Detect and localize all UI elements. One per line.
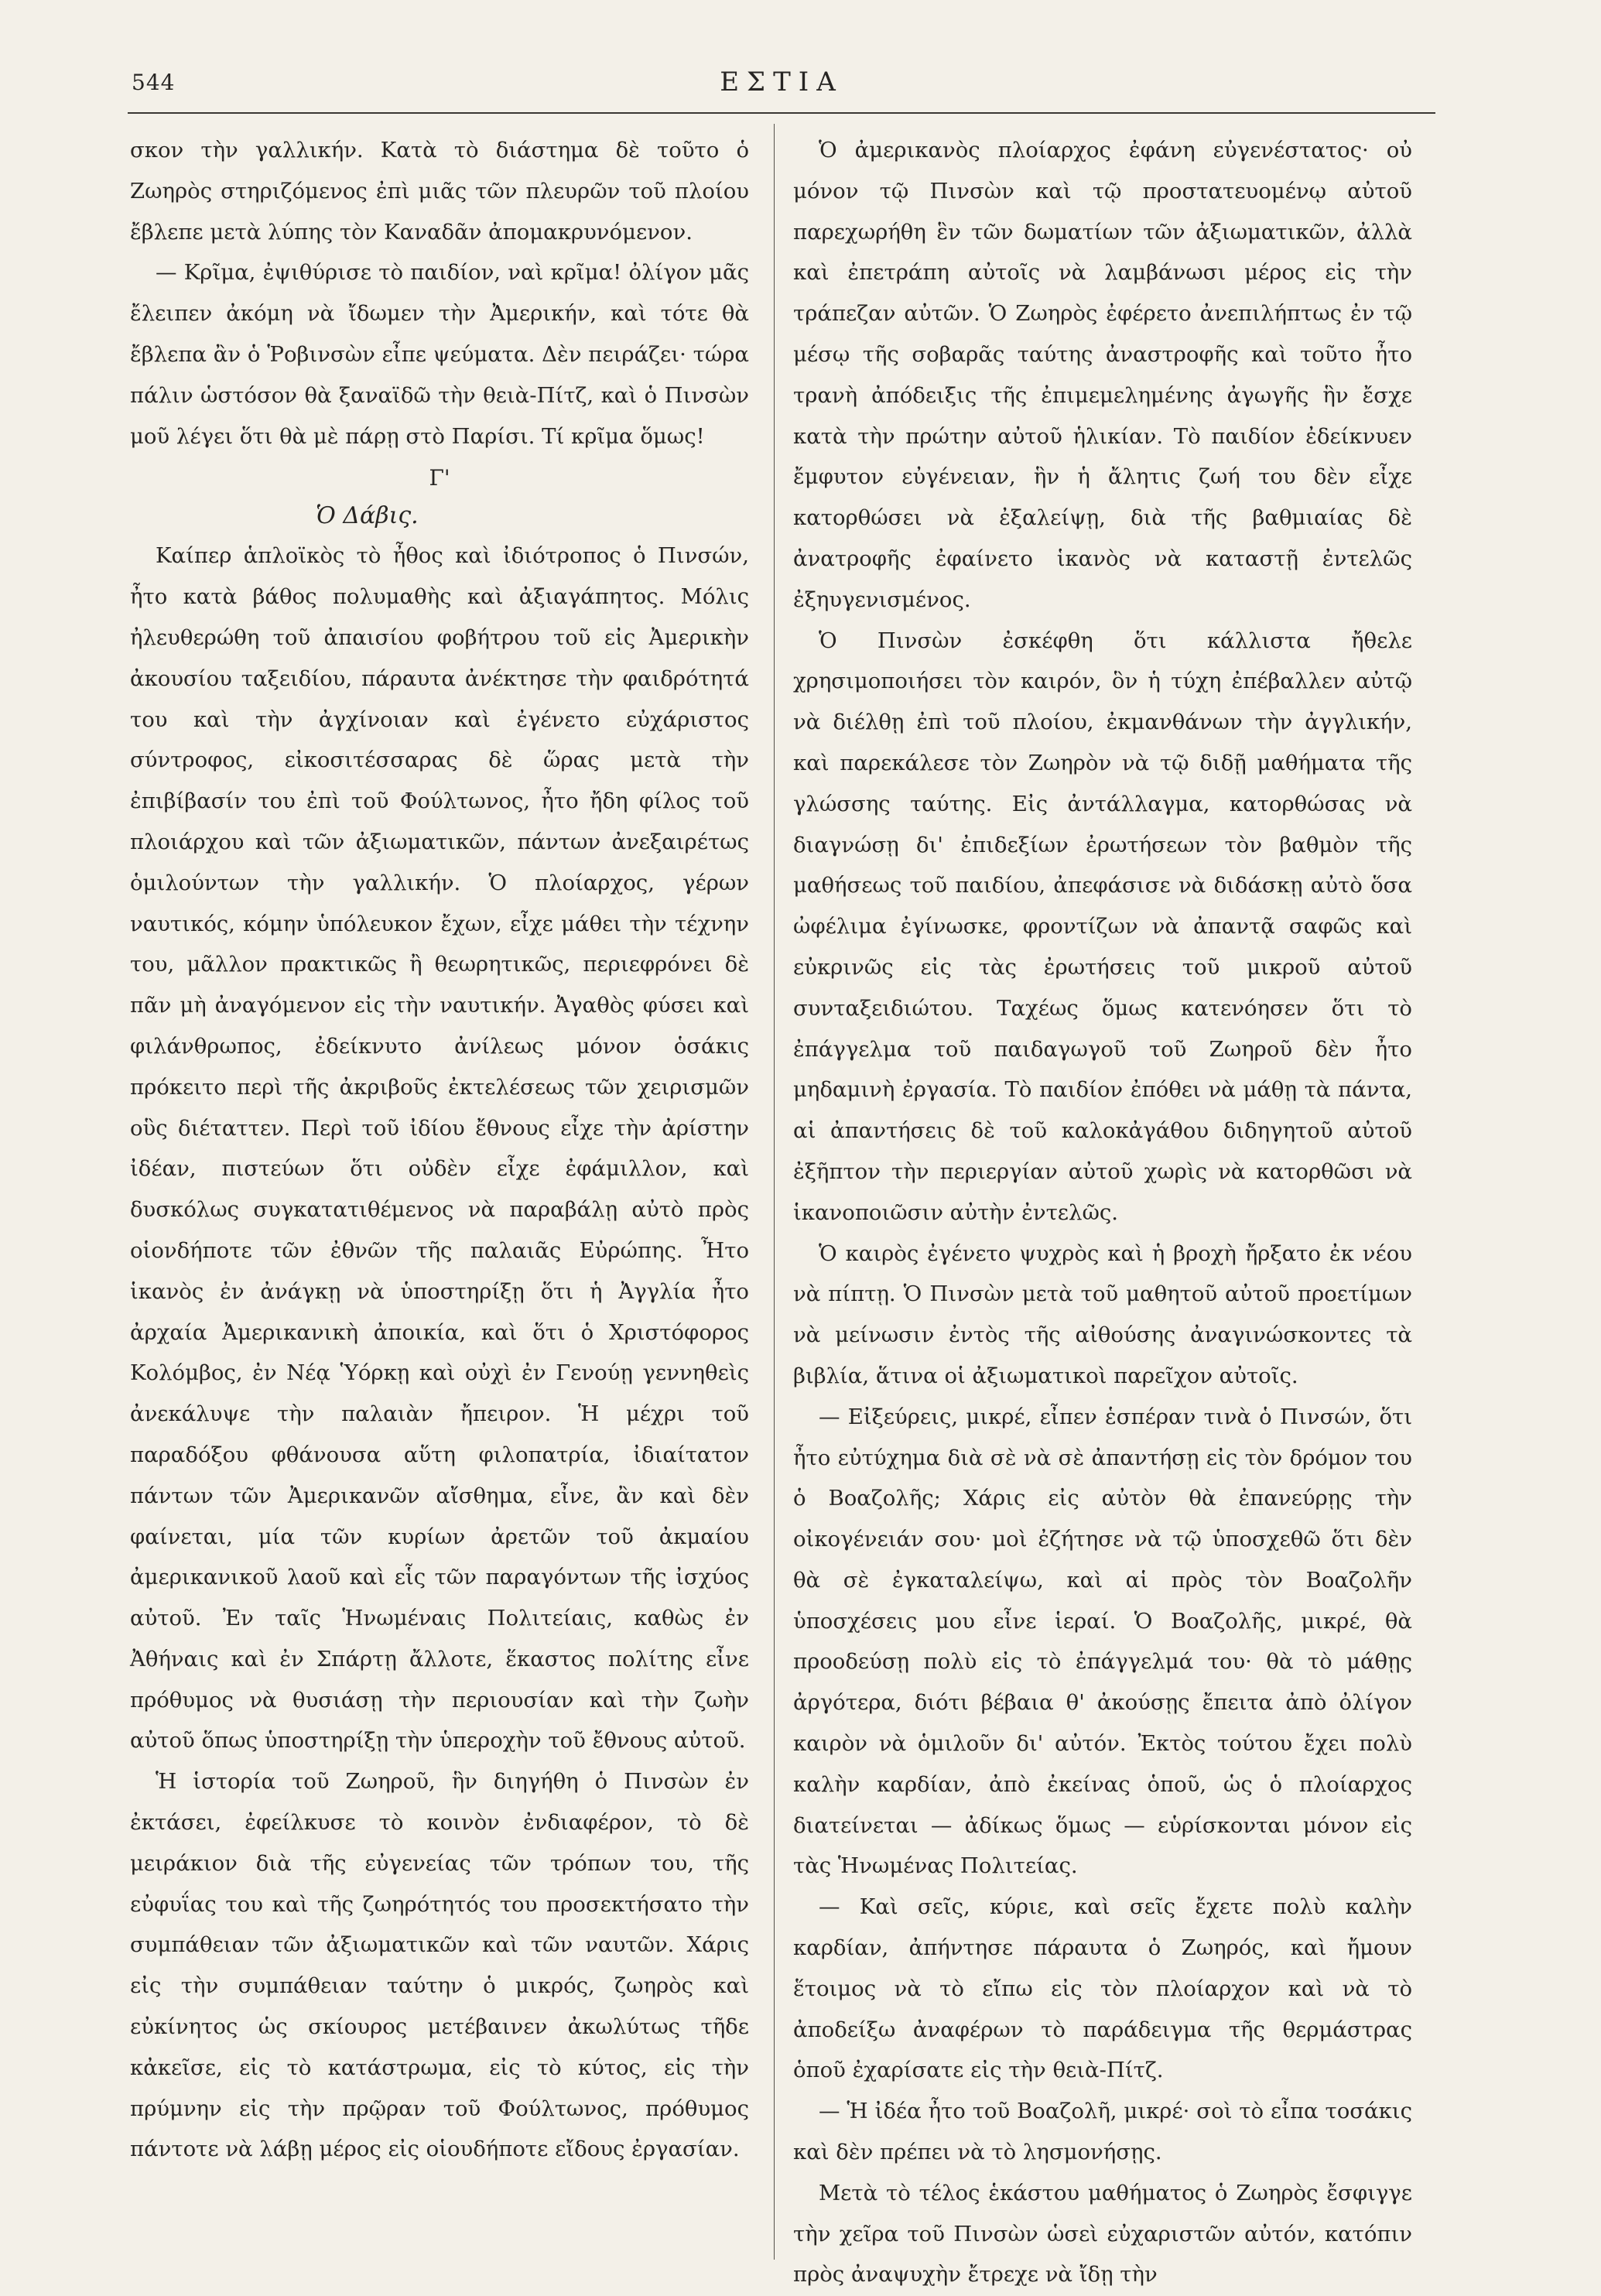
paragraph: — Ἡ ἰδέα ἦτο τοῦ Βοαζολῆ, μικρέ· σοὶ τὸ εἶπα τοσάκις καὶ δὲν πρέπει νὰ τὸ λησμονήσῃς. [793, 2099, 1412, 2165]
page-number: 544 [132, 70, 176, 95]
paragraph: — Κρῖμα, ἐψιθύρισε τὸ παιδίον, ναὶ κρῖμα! ὀλίγον μᾶς ἔλειπεν ἀκόμη νὰ ἴδωμεν τὴν Ἀμερικήν, καὶ τότε θὰ ἔβλεπα ἂν ὁ Ῥοβινσὼν εἶπε ψεύματα. Δὲν πειράζει· τώρα πάλιν ὡστόσον θὰ ξαναϊδῶ τὴν θειὰ-Πίτζ, καὶ ὁ Πινσὼν μοῦ λέγει ὅτι θὰ μὲ πάρῃ στὸ Παρίσι. Τί κρῖμα ὅμως! [130, 260, 749, 449]
paragraph: Ἡ ἱστορία τοῦ Ζωηροῦ, ἣν διηγήθη ὁ Πινσὼν ἐν ἐκτάσει, ἐφείλκυσε τὸ κοινὸν ἐνδιαφέρον, τὸ δὲ μειράκιον διὰ τῆς εὐγενείας τῶν τρόπων του, τῆς εὐφυΐας του καὶ τῆς ζωηρότητός του προσεκτήσατο τὴν συμπάθειαν τῶν ἀξιωματικῶν καὶ τῶν ναυτῶν. Χάρις εἰς τὴν συμπάθειαν ταύτην ὁ μικρός, ζωηρὸς καὶ εὐκίνητος ὡς σκίουρος μετέβαινεν ἀκωλύτως τῆδε κἀκεῖσε, εἰς τὸ κατάστρωμα, εἰς τὸ κύτος, εἰς τὴν πρύμνην εἰς τὴν πρῷραν τοῦ Φούλτωνος, πρόθυμος πάντοτε νὰ λάβῃ μέρος εἰς οἱουδήποτε εἴδους ἐργασίαν. [130, 1769, 749, 2162]
paragraph: — Καὶ σεῖς, κύριε, καὶ σεῖς ἔχετε πολὺ καλὴν καρδίαν, ἀπήντησε πάραυτα ὁ Ζωηρός, καὶ ἤμουν ἕτοιμος νὰ τὸ εἴπω εἰς τὸν πλοίαρχον καὶ νὰ τὸ ἀποδείξω ἀναφέρων τὸ παράδειγμα τῆς θερμάστρας ὁποῦ ἐχαρίσατε εἰς τὴν θειὰ-Πίτζ. [793, 1894, 1412, 2083]
paragraph: σκον τὴν γαλλικήν. Κατὰ τὸ διάστημα δὲ τοῦτο ὁ Ζωηρὸς στηριζόμενος ἐπὶ μιᾶς τῶν πλευρῶν τοῦ πλοίου ἔβλεπε μετὰ λύπης τὸν Καναδᾶν ἀπομακρυνόμενον. [130, 138, 749, 245]
running-title: ΕΣΤΙΑ [720, 67, 843, 98]
paragraph: Ὁ ἀμερικανὸς πλοίαρχος ἐφάνη εὐγενέστατος· οὐ μόνον τῷ Πινσὼν καὶ τῷ προστατευομένῳ αὐτοῦ παρεχωρήθη ἓν τῶν δωματίων τῶν ἀξιωματικῶν, ἀλλὰ καὶ ἐπετράπη αὐτοῖς νὰ λαμβάνωσι μέρος εἰς τὴν τράπεζαν αὐτῶν. Ὁ Ζωηρὸς ἐφέρετο ἀνεπιλήπτως ἐν τῷ μέσῳ τῆς σοβαρᾶς ταύτης ἀναστροφῆς καὶ τοῦτο ἦτο τρανὴ ἀπόδειξις τῆς ἐπιμεμελημένης ἀγωγῆς ἣν ἔσχε κατὰ τὴν πρώτην αὐτοῦ ἡλικίαν. Τὸ παιδίον ἐδείκνυεν ἔμφυτον εὐγένειαν, ἣν ἡ ἄλητις ζωή του δὲν εἶχε κατορθώσει νὰ ἐξαλείψῃ, διὰ τῆς βαθμιαίας δὲ ἀνατροφῆς ἐφαίνετο ἱκανὸς νὰ καταστῇ ἐντελῶς ἐξηυγενισμένος. [793, 138, 1412, 612]
paragraph: Ὁ Πινσὼν ἐσκέφθη ὅτι κάλλιστα ἤθελε χρησιμοποιήσει τὸν καιρόν, ὃν ἡ τύχη ἐπέβαλλεν αὐτῷ νὰ διέλθῃ ἐπὶ τοῦ πλοίου, ἐκμανθάνων τὴν ἀγγλικήν, καὶ παρεκάλεσε τὸν Ζωηρὸν νὰ τῷ διδῇ μαθήματα τῆς γλώσσης ταύτης. Εἰς ἀντάλλαγμα, κατορθώσας νὰ διαγνώσῃ δι' ἐπιδεξίων ἐρωτήσεων τὸν βαθμὸν τῆς μαθήσεως τοῦ παιδίου, ἀπεφάσισε νὰ διδάσκῃ αὐτὸ ὅσα ὠφέλιμα ἐγίνωσκε, φροντίζων νὰ ἀπαντᾷ σαφῶς καὶ εὐκρινῶς εἰς τὰς ἐρωτήσεις τοῦ μικροῦ αὐτοῦ συνταξειδιώτου. Ταχέως ὅμως κατενόησεν ὅτι τὸ ἐπάγγελμα τοῦ παιδαγωγοῦ τοῦ Ζωηροῦ δὲν ἦτο μηδαμινὴ ἐργασία. Τὸ παιδίον ἐπόθει νὰ μάθῃ τὰ πάντα, αἱ ἀπαντήσεις δὲ τοῦ καλοκἀγάθου διδηγητοῦ αὐτοῦ ἐξῆπτον τὴν περιεργίαν αὐτοῦ χωρὶς νὰ κατορθῶσι νὰ ἱκανοποιῶσιν αὐτὴν ἐντελῶς. [793, 628, 1412, 1225]
paragraph: Ὁ καιρὸς ἐγένετο ψυχρὸς καὶ ἡ βροχὴ ἤρξατο ἐκ νέου νὰ πίπτῃ. Ὁ Πινσὼν μετὰ τοῦ μαθητοῦ αὐτοῦ προετίμων νὰ μείνωσιν ἐντὸς τῆς αἰθούσης ἀναγινώσκοντες τὰ βιβλία, ἅτινα οἱ ἀξιωματικοὶ παρεῖχον αὐτοῖς. [793, 1240, 1412, 1388]
paragraph: — Εἰξεύρεις, μικρέ, εἶπεν ἑσπέραν τινὰ ὁ Πινσών, ὅτι ἦτο εὐτύχημα διὰ σὲ νὰ σὲ ἀπαντήσῃ εἰς τὸν δρόμον του ὁ Βοαζολῆς; Χάρις εἰς αὐτὸν θὰ ἐπανεύρῃς τὴν οἰκογένειάν σου· μοὶ ἐζήτησε νὰ τῷ ὑποσχεθῶ ὅτι δὲν θὰ σὲ ἐγκαταλείψω, καὶ αἱ πρὸς τὸν Βοαζολῆν ὑποσχέσεις μου εἶνε ἱεραί. Ὁ Βοαζολῆς, μικρέ, θὰ προοδεύσῃ πολὺ εἰς τὸ ἐπάγγελμά του· θὰ τὸ μάθῃς ἀργότερα, διότι βέβαια θ' ἀκούσῃς ἔπειτα ἀπὸ ὀλίγον καιρὸν νὰ ὁμιλοῦν δι' αὐτόν. Ἐκτὸς τούτου ἔχει πολὺ καλὴν καρδίαν, ἀπὸ ἐκείνας ὁποῦ, ὡς ὁ πλοίαρχος διατείνεται — ἀδίκως ὅμως — εὑρίσκονται μόνον εἰς τὰς Ἡνωμένας Πολιτείας. [793, 1404, 1412, 1879]
column-divider [774, 124, 775, 2260]
paragraph: Καίπερ ἁπλοϊκὸς τὸ ἦθος καὶ ἰδιότροπος ὁ Πινσών, ἦτο κατὰ βάθος πολυμαθὴς καὶ ἀξιαγάπητος. Μόλις ἠλευθερώθη τοῦ ἀπαισίου φοβήτρου τοῦ εἰς Ἀμερικὴν ἀκουσίου ταξειδίου, πάραυτα ἀνέκτησε τὴν φαιδρότητά του καὶ τὴν ἀγχίνοιαν καὶ ἐγένετο εὐχάριστος σύντροφος, εἰκοσιτέσσαρας δὲ ὥρας μετὰ τὴν ἐπιβίβασίν του ἐπὶ τοῦ Φούλτωνος, ἦτο ἤδη φίλος τοῦ πλοιάρχου καὶ τῶν ἀξιωματικῶν, πάντων ἀνεξαιρέτως ὁμιλούντων τὴν γαλλικήν. Ὁ πλοίαρχος, γέρων ναυτικός, κόμην ὑπόλευκον ἔχων, εἶχε μάθει τὴν τέχνην του, μᾶλλον πρακτικῶς ἢ θεωρητικῶς, περιεφρόνει δὲ πᾶν μὴ ἀναγόμενον εἰς τὴν ναυτικήν. Ἀγαθὸς φύσει καὶ φιλάνθρωπος, ἐδείκνυτο ἀνίλεως μόνον ὁσάκις πρόκειτο περὶ τῆς ἀκριβοῦς ἐκτελέσεως τῶν χειρισμῶν οὓς διέταττεν. Περὶ τοῦ ἰδίου ἔθνους εἶχε τὴν ἀρίστην ἰδέαν, πιστεύων ὅτι οὐδὲν εἶχε ἐφάμιλλον, καὶ δυσκόλως συγκατατιθέμενος νὰ παραβάλῃ αὐτὸ πρὸς οἱονδήποτε τῶν ἐθνῶν τῆς παλαιᾶς Εὐρώπης. Ἦτο ἱκανὸς ἐν ἀνάγκῃ νὰ ὑποστηρίξῃ ὅτι ἡ Ἀγγλία ἦτο ἀρχαία Ἀμερικανικὴ ἀποικία, καὶ ὅτι ὁ Χριστόφορος Κολόμβος, ἐν Νέᾳ Ὑόρκῃ καὶ οὐχὶ ἐν Γενούῃ γεννηθεὶς ἀνεκάλυψε τὴν παλαιὰν ἤπειρον. Ἡ μέχρι τοῦ παραδόξου φθάνουσα αὕτη φιλοπατρία, ἰδιαίτατον πάντων τῶν Ἀμερικανῶν αἴσθημα, εἶνε, ἂν καὶ δὲν φαίνεται, μία τῶν κυρίων ἀρετῶν τοῦ ἀκμαίου ἀμερικανικοῦ λαοῦ καὶ εἷς τῶν παραγόντων τῆς ἰσχύος αὐτοῦ. Ἐν ταῖς Ἡνωμέναις Πολιτείαις, καθὼς ἐν Ἀθήναις καὶ ἐν Σπάρτῃ ἄλλοτε, ἕκαστος πολίτης εἶνε πρόθυμος νὰ θυσιάσῃ τὴν περιουσίαν καὶ τὴν ζωὴν αὐτοῦ ὅπως ὑποστηρίξῃ τὴν ὑπεροχὴν τοῦ ἔθνους αὐτοῦ. [130, 543, 749, 1754]
paragraph: Μετὰ τὸ τέλος ἑκάστου μαθήματος ὁ Ζωηρὸς ἔσφιγγε τὴν χεῖρα τοῦ Πινσὼν ὡσεὶ εὐχαριστῶν αὐτόν, κατόπιν πρὸς ἀναψυχὴν ἔτρεχε νὰ ἴδῃ τὴν [793, 2180, 1412, 2287]
section-number: Γ' [429, 465, 450, 491]
section-title: Ὁ Δάβις. [316, 502, 419, 530]
header-rule [128, 112, 1435, 114]
left-column [130, 130, 749, 2170]
page-header [132, 67, 1432, 116]
right-column [793, 130, 1412, 2295]
